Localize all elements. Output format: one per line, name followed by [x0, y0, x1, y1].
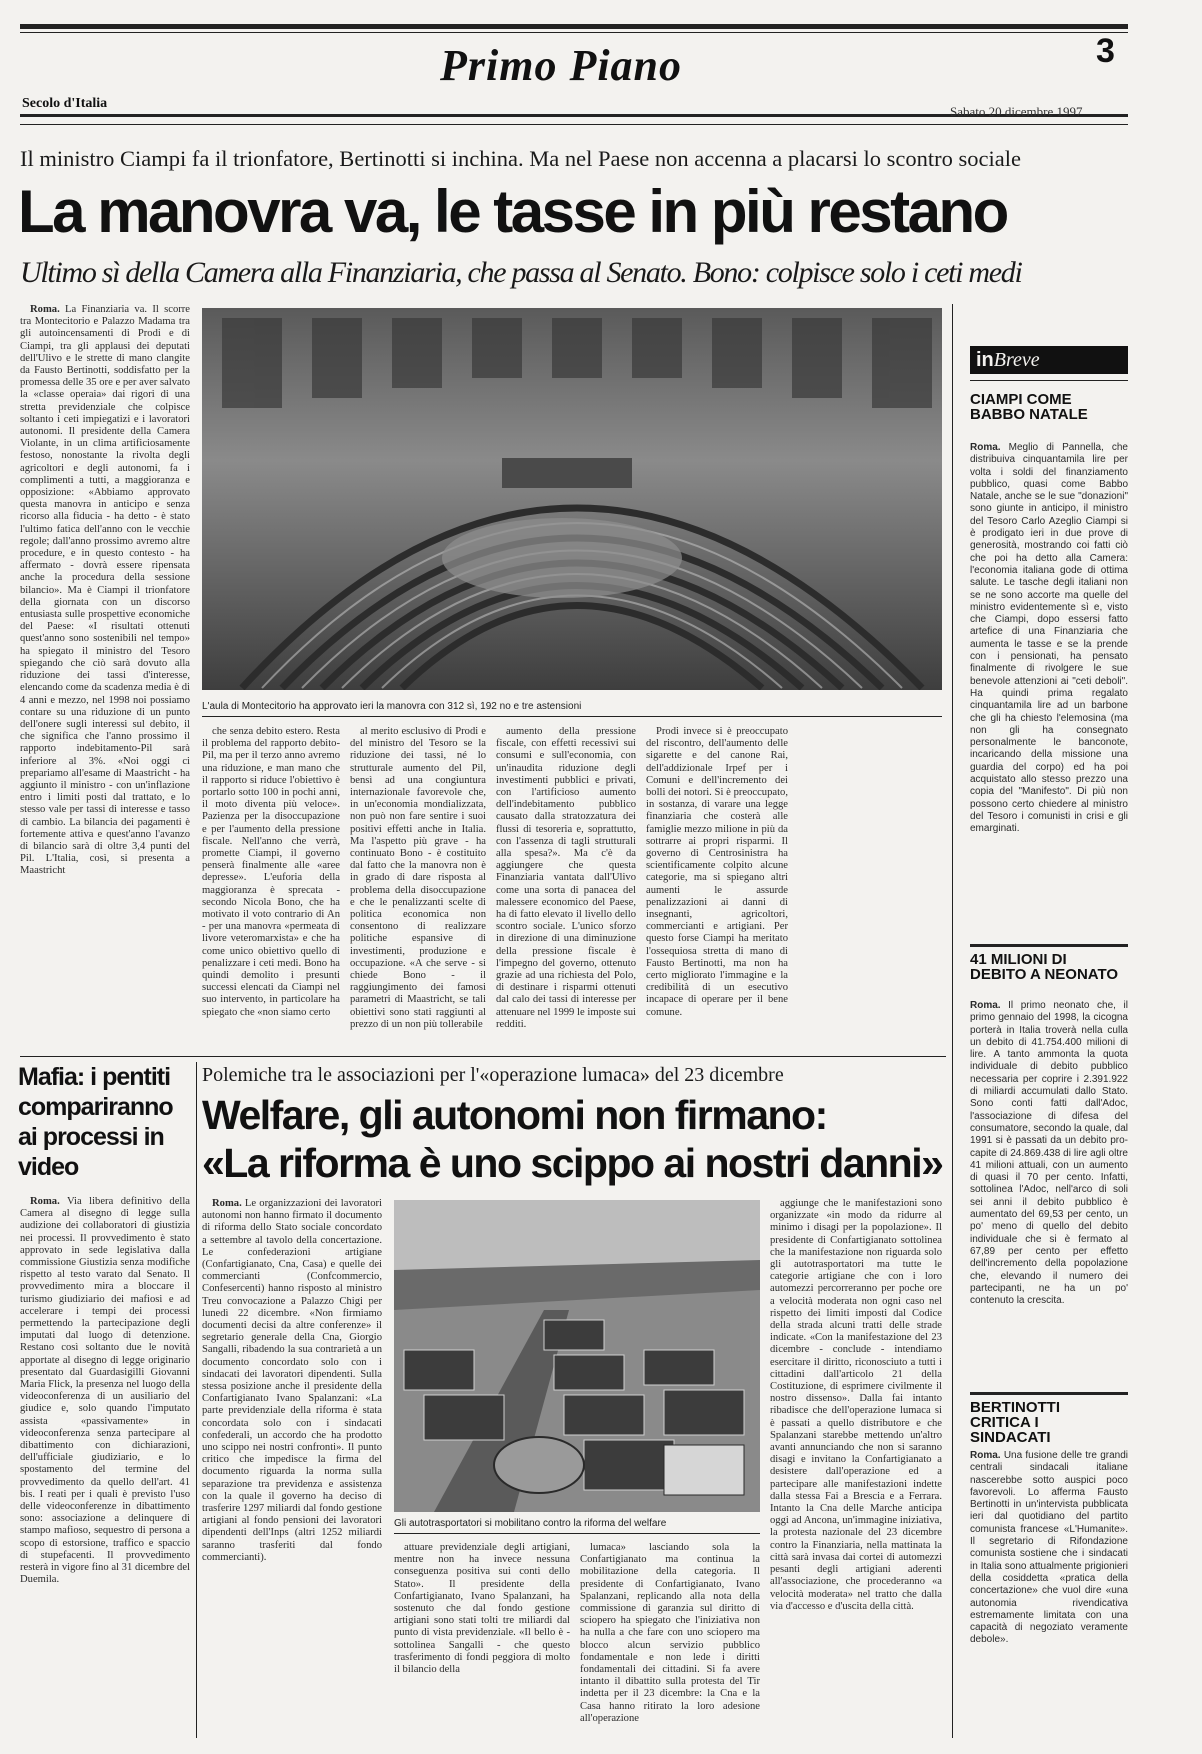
mafia-column	[20, 1196, 190, 1736]
lead-column-1	[20, 304, 190, 1052]
in-breve-label-in: in	[976, 349, 994, 371]
trucks-image	[394, 1200, 760, 1512]
welfare-column-3	[580, 1542, 760, 1738]
lead-column-6	[798, 726, 942, 1036]
lead-col4-text: aumento della pressione fiscale, con effetti recessivi sui consumi e sull'economia, con un'inaudita riduzione degli investimenti pubblici e privati, con l'artificioso aumento dell'indebitamento pubblico causato dalla stratozzatura dei flussi di tesoreria e, soprattutto, con l'assenza di tagli strutturali alla spesa?». Ma c'è da aggiungere che questa Finanziaria vantata dall'Ulivo come una sorta di panacea del malessere economico del Paese, ha di fatto elevato il livello dello scontro sociale. L'unico sforzo in direzione di una diminuzione della pressione fiscale è l'impegno del governo, ottenuto grazie ad una richiesta del Polo, di destinare i risparmi ottenuti dal calo dei tassi di interesse per attenuare nel 1999 le imposte sui redditi.	[496, 726, 636, 1030]
welfare-photo-caption: Gli autotrasportatori si mobilitano contro la riforma del welfare	[394, 1518, 667, 1529]
section-divider	[20, 1056, 946, 1057]
mafia-headline: Mafia: i pentiti compariranno ai processi in video	[18, 1063, 173, 1181]
mafia-body: Via libera definitivo della Camera al disegno di legge sulla audizione dei collaboratori di giustizia nei processi. Il provvedimento è stato approvato in sede legislativa dalla commissione Giustizia senza modifiche rispetto al testo varato dal Senato. Il provvedimento mira a bloccare il turismo giudiziario dei mafiosi e ad accelerare i tempi dei processi permettendo la partecipazione degli imputati dal luogo di detenzione. Restano così soltanto due le novità apportate al disegno di legge originario presentato dal Guardasigilli Giovanni Maria Flick, la presenza nel luogo della videoconferenza di un ausiliario del giudice e, solo quando l'imputato assista «passivamente» in videoconferenza senza partecipare al dibattimento con dichiarazioni, dell'ufficiale giudiziario, e lo spostamento del termine del provvedimento da quello dell'art. 41 bis. I reati per i quali è previsto l'uso delle videoconferenze in dibattimento sono: associazione a delinquere di stampo mafioso, sequestro di persona a scopo di estorsione, traffico e spaccio di stupefacenti. Il provvedimento resterà in vigore fino al 31 dicembre del Duemila.	[20, 1196, 190, 1586]
welfare-col4-text: aggiunge che le manifestazioni sono organizzate «in modo da ridurre al minimo i disagi per la popolazione». Il presidente di Confartigianato sottolinea che la manifestazione non riguarda solo gli autotrasportatori ma tutte le categorie artigiane che con i loro automezzi percorreranno per poche ore a velocità moderata non ogni caso nel rispetto dei limiti imposti dal Codice della strada alcuni tratti delle strade indicate. «Con la manifestazione del 23 dicembre - conclude - intendiamo esercitare il diritto, riconosciuto a tutti i cittadini dall'articolo 21 della Costituzione, di esprimere civilmente il nostro dissenso». Dalla fai intanto ribadisce che dell'operazione lumaca si è passati a quello distributore e che Spalanzani starebbe mettendo un'altro avanti annunciando che non si saranno disagi e invitano la Confartigianato a desistere dall'operazione ed a partecipare alle manifestazioni indette dalla stessa Fai a Brescia e a Ferrara. Intanto la Cna delle Marche anticipa oggi ad Ancona, un'immagine iniziativa, la protesta nazionale del 23 dicembre contro la Finanziaria, nella mattinata la città sarà invasa dai cortei di automezzi pesanti degli artigiani aderenti all'associazione, che procederanno «a velocità moderata» nel tratto che dalla via d'accesso e d'uscita della città.	[770, 1198, 942, 1612]
in-breve-under-rule	[970, 380, 1128, 381]
brief-2-title: 41 MILIONI DI DEBITO A NEONATO	[970, 951, 1119, 983]
brief-1-dateline: Roma.	[970, 442, 1001, 453]
welfare-dateline: Roma.	[212, 1198, 242, 1209]
in-breve-label-breve: Breve	[993, 349, 1040, 371]
lead-subhead: Ultimo sì della Camera alla Finanziaria, che passa al Senato. Bono: colpisce solo i ceti medi	[20, 256, 1022, 289]
lead-photo-caption: L'aula di Montecitorio ha approvato ieri la manovra con 312 sì, 192 no e tre astensioni	[202, 701, 582, 712]
welfare-caption-rule	[394, 1533, 760, 1534]
lead-column-4	[496, 726, 636, 1052]
welfare-col1-text: Le organizzazioni dei lavoratori autonomi non hanno firmato il documento di riforma dello Stato sociale concordato a settembre al tavolo della concertazione. Le confederazioni artigiane (Confartigianato, Cna, Casa) e quelle dei commercianti (Confcommercio, Confesercenti) hanno risposto al ministro Treu convocazione a Palazzo Chigi per lunedì 22 dicembre. «Non firmiamo documenti decisi da altre conferenze» il segretario generale della Cna, Giorgio Sangalli, ribadendo la sua contrarietà a un documento concordato solo con i sindacati dei lavoratori dipendenti. Sulla stessa posizione anche il presidente della Confartigianato Ivano Spalanzani: «La parte previdenziale della riforma è stata concordata solo con i sindacati confederali, un accordo che ha prodotto uno scippo nei nostri confronti». Il punto critico che impedisce la firma del documento riguarda la norma sulla separazione tra previdenza e assistenza con la quale il governo ha deciso di trasferire 1297 miliardi dal fondo gestione artigiani al fondo pensioni dei lavoratori dipendenti dell'Inps (altri 1252 miliardi saranno trasferiti dal fondo commercianti).	[202, 1198, 382, 1563]
welfare-column-4	[770, 1198, 942, 1738]
newspaper-name: Secolo d'Italia	[22, 96, 108, 111]
lead-col2-text: che senza debito estero. Resta il problema del rapporto debito-Pil, ma per il terzo anno avremo una riduzione, e man mano che il rapporto si riduce l'obiettivo è portarlo sotto 100 in pochi anni, il moto diventa più veloce». Pazienza per la disoccupazione e per l'aumento della pressione fiscale. Nell'anno che verrà, promette Ciampi, il governo penserà finalmente alle «aree depresse». L'euforia della maggioranza è sprecata - secondo Nicola Bono, che ha motivato il voto contrario di An - per una manovra «permeata di livore veteromarxista» e che ha come unico obiettivo quello di penalizzare i ceti medi. Bono ha quindi demolito i presunti successi elencati da Ciampi nel suo intervento, in particolare ha spiegato che «non siamo certo	[202, 726, 340, 1018]
brief-2-text: Il primo neonato che, il primo gennaio del 1998, la cicogna porterà in Italia troverà nella culla un debito di 41.754.400 milioni di lire. A tanto ammonta la quota individuale di debito pubblico necessaria per coprire i 2.391.922 di miliardi accumulati dallo Stato. Sono conti fatti dall'Adoc, l'associazione di difesa del consumatore, secondo la quale, dal 1991 si è passati da un debito pro-capite di 24.869.438 di lire agli oltre 41 milioni attuali, con un aumento di quasi il 70 per cento. Infatti, sottolinea l'Adoc, nell'arco di soli sei anni il debito pubblico è aumentato del 69,53 per cento, un po' meno di quello del debito individuale che si è fermato al 67,89 per cento per effetto dell'incremento della popolazione che, elevando il numero dei partecipanti, ne ha un po' contenuto la crescita.	[970, 1000, 1128, 1307]
brief-3-text: Una fusione delle tre grandi centrali sindacali italiane nascerebbe sotto auspici poco favorevoli. Lo afferma Fausto Bertinotti in un'intervista pubblicata ieri dal quotidiano del partito comunista francese «L'Humanite». Il segretario di Rifondazione comunista sostiene che i sindacati in Italia sono attualmente prigionieri della cosiddetta «pratica della concertazione» che vuol dire «una autonomia rivendicativa estremamente limitata con una capacità di negoziato veramente debole».	[970, 1450, 1128, 1646]
welfare-column-1	[202, 1198, 382, 1738]
page-number: 3	[1096, 32, 1115, 70]
parliament-chamber-image	[202, 308, 942, 690]
lead-column-5	[646, 726, 788, 1052]
top-double-rule	[20, 24, 1128, 29]
brief-2-body	[970, 1000, 1128, 1384]
top-thin-rule	[20, 32, 1128, 33]
lead-col5-text: Prodi invece si è preoccupato del riscontro, dell'aumento delle sigarette e del canone Rai, dell'addizionale Irpef per i Comuni e dell'incremento dei bolli dei notori. Si è preoccupato, in sostanza, di varare una legge finanziaria che costerà alle famiglie mezzo milione in più da sottrarre ai propri risparmi. Il governo di Centrosinistra ha scientificamente colpito alcune categorie, ma si spiegano altri aumenti le assurde penalizzazioni ai danni di insegnanti, agricoltori, commercianti e artigiani. Per questo forse Ciampi ha meritato l'ossequiosa stretta di mano di Fausto Bertinotti, ma non ha certo migliorato l'immagine e la credibilità di un esecutivo incapace di operare per il bene comune.	[646, 726, 788, 1018]
welfare-headline-1: Welfare, gli autonomi non firmano:	[202, 1092, 827, 1138]
mafia-dateline: Roma.	[30, 1196, 60, 1207]
lead-column-3	[350, 726, 486, 1052]
right-column-rule	[952, 304, 953, 1738]
in-breve-banner	[970, 346, 1128, 374]
brief-3-dateline: Roma.	[970, 1450, 1001, 1461]
welfare-col2-text: attuare previdenziale degli artigiani, mentre non ha invece nessuna conseguenza positiva sui conti dello Stato». Il presidente della Confartigianato, Ivano Spalanzani, ha sostenuto che dal fondo gestione artigiani sono stati tolti tre miliardi dal punto di vista previdenziale. «Il bello è - sottolinea Sangalli - che questo trasferimento di fondi peggiora di molto il bilancio della	[394, 1542, 570, 1676]
lead-dateline: Roma.	[30, 304, 60, 315]
issue-date: Sabato 20 dicembre 1997	[950, 104, 1083, 119]
brief-3-title: BERTINOTTI CRITICA I SINDACATI	[970, 1399, 1060, 1446]
lead-kicker: Il ministro Ciampi fa il trionfatore, Bertinotti si inchina. Ma nel Paese non accenna a placarsi lo scontro sociale	[20, 146, 1021, 171]
mafia-vertical-rule	[196, 1062, 197, 1738]
brief-1-title: CIAMPI COME BABBO NATALE	[970, 391, 1088, 423]
section-title: Primo Piano	[440, 41, 683, 90]
brief-2-dateline: Roma.	[970, 1000, 1001, 1011]
lead-headline: La manovra va, le tasse in più restano	[18, 178, 1007, 245]
welfare-col3-text: lumaca» lasciando sola la Confartigianato ma continua la mobilitazione della categoria. Il presidente di Confartigianato, Ivano Spalanzani, replicando alla nota della commissione di garanzia sul diritto di sciopero ha spiegato che l'iniziativa non ha nulla a che fare con uno sciopero ma blocco alcun servizio pubblico fondamentale e non lede i diritti fondamentali dei cittadini. Si fa avere intanto il dibattito sulla protesta del Tir indetta per il 23 dicembre: la Cna e la Casa hanno ritirato la loro adesione all'operazione	[580, 1542, 760, 1724]
welfare-kicker: Polemiche tra le associazioni per l'«operazione lumaca» del 23 dicembre	[202, 1064, 784, 1086]
montecitorio-photo	[202, 308, 942, 690]
date-rule	[20, 124, 1128, 125]
caption-rule	[202, 716, 942, 717]
lead-column-2	[202, 726, 340, 1052]
lead-col3-text: al merito esclusivo di Prodi e del ministro del Tesoro se la riduzione dei tassi, né lo strutturale aumento del Pil, bensì ad una congiuntura internazionale favorevole che, in un'economia mondializzata, non può non fare sentire i suoi positivi effetti anche in Italia. Ma l'aspetto più grave - ha continuato Bono - è costituito dal fatto che la manovra non è in grado di dare risposta al problema della disoccupazione e che le penalizzanti scelte di politica economica non consentono di realizzare politiche espansive di investimenti, produzione e occupazione. «A che serve - si chiede Bono - il raggiungimento dei famosi parametri di Maastricht, se tali obiettivi sono stati raggiunti al prezzo di un non più tollerabile	[350, 726, 486, 1030]
welfare-headline-2: «La riforma è uno scippo ai nostri danni»	[202, 1140, 943, 1186]
brief-1-text: Meglio di Pannella, che distribuiva cinquantamila lire per volta i soldi del finanziamento pubblico, quasi come Babbo Natale, anche se le sue "donazioni" sono giunte in anticipo, il ministro del Tesoro Carlo Azeglio Ciampi si è prodigato ieri in due prove di generosità, mostrando coi fatti ciò che poi ha detto alla Camera: l'economia italiana gode di ottima salute. Le tasche degli italiani non se ne sono accorte ma quelle del ministro evidentemente sì e, visto che Ciampi, dopo essersi fatto artefice di una Finanziaria che aumenta le tasse e se la prende con i pensionati, ha pensato finalmente di rivolgere le sue benevole attenzioni ai "ceti deboli". Ha quindi prima regalato cinquantamila lire ad un barbone che gli ha chiesto l'elemosina (ma non gli ha consegnato personalmente le banconote, incaricando della missione una guardia del corpo) ed ha poi acquistato allo stesso prezzo una copia del "Manifesto". Di più non possono certo chiedere al ministro del Tesoro i comunisti in crisi e gli emarginati.	[970, 442, 1128, 835]
truckers-photo	[394, 1200, 760, 1512]
brief-1-body	[970, 442, 1128, 942]
lead-col1-text: La Finanziaria va. Il scorre tra Montecitorio e Palazzo Madama tra gli autoincensamenti di Prodi e di Ciampi, tra gli applausi dei deputati dell'Ulivo e le strette di mano clangite da Fausto Bertinotti, soddisfatto per la promessa delle 35 ore e per aver salvato la «classe operaia» dai rigori di una stretta previdenziale che colpisce soltanto i ceti impiegatizi e i lavoratori autonomi. Il presidente della Camera Violante, in un clima artificiosamente festoso, nonostante la rivolta degli agricoltori e degli autonomi, fa i complimenti a tutti, a maggioranza e opposizione: «Abbiamo approvato questa manovra in anticipo e senza ricorso alla fiducia - ha detto - è stato l'ultimo fatica dell'anno con le vecchie regole; dall'anno prossimo avremo altre procedure, e in questo contesto - ha affermato - dovrà essere ripensata anche la procedura della sessione bilancio». Ma è Ciampi il trionfatore della giornata con un discorso entusiasta sulle prospettive economiche del Paese: «I risultati ottenuti quest'anno sono sostenibili nel tempo» ha spiegato il ministro del Tesoro spiegando che ciò sarà dovuto alla riduzione dei tassi d'interesse, elencando come da scadenza media è di 4 anni e mezzo, nel 1998 noi possiamo contare su una riduzione di un punto dell'onere sugli interessi sul debito, il che significa che l'anno prossimo il rapporto indebitamento-Pil sarà inferiore al 3%. «Noi oggi ci prepariamo all'esame di Maastricht - ha aggiunto il ministro - con un'inflazione entro i limiti posti dal trattato, e lo stesso vale per tassi di interesse e tasso di cambio. La bilancia dei pagamenti è fortemente attiva e quest'anno l'avanzo di bilancio sarà di oltre 3,4 punti del Pil. L'Italia, così, si presenta a Maastricht	[20, 304, 190, 877]
brief-3-body	[970, 1450, 1128, 1738]
brief-divider-2	[970, 1392, 1128, 1395]
brief-divider-1	[970, 944, 1128, 947]
welfare-column-2	[394, 1542, 570, 1738]
